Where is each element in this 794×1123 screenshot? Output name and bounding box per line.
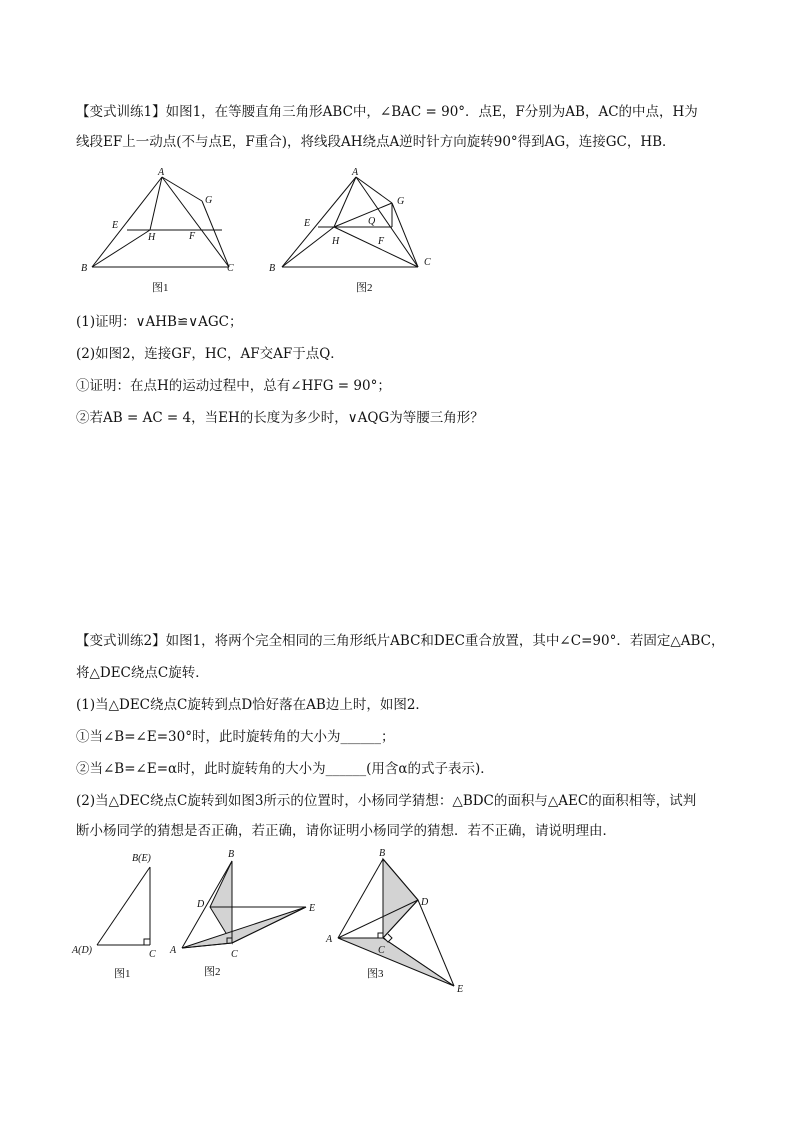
problem1-question1: (1)证明：∨AHB≌∨AGC；	[76, 314, 243, 330]
p2f3-label-a: A	[326, 934, 333, 945]
p1f1-label-e: E	[112, 220, 119, 231]
problem1-question2: (2)如图2，连接GF，HC，AF交AF于点Q．	[76, 346, 344, 362]
p2f3-label-c: C	[378, 945, 385, 956]
p1f2-label-q: Q	[368, 216, 376, 227]
p1f1-label-b: B	[81, 263, 88, 274]
problem1-line1: 【变式训练1】如图1，在等腰直角三角形ABC中，∠BAC = 90°．点E，F分别为AB，AC的中点，H为	[76, 104, 698, 120]
p2f3-caption: 图3	[367, 968, 384, 980]
p1f2-label-b: B	[269, 263, 276, 274]
p3f3-shaded-triangle-bdc	[383, 859, 418, 938]
problem2-figure1	[64, 845, 174, 985]
p1f2-label-a: A	[352, 167, 359, 178]
p1f2-segment-hc	[334, 227, 418, 267]
p2f2-shaded-triangle-bdc	[210, 861, 232, 943]
p1f2-label-c: C	[424, 257, 431, 268]
p1f1-label-c: C	[227, 263, 234, 274]
p1f2-segment-hb	[282, 227, 334, 267]
p2f2-label-a: A	[170, 945, 177, 956]
p2f2-segment-ec	[232, 907, 306, 943]
p1f2-label-f: F	[378, 236, 385, 247]
p2f3-segment-ce	[383, 938, 454, 986]
problem2-figure2	[164, 845, 334, 985]
p1f2-caption: 图2	[356, 282, 373, 294]
p1f1-label-g: G	[205, 195, 213, 206]
problem1-figure1	[72, 165, 252, 300]
p1f1-segment-gc	[202, 201, 229, 267]
problem1-question2a: ①证明：在点H的运动过程中，总有∠HFG = 90°；	[76, 378, 391, 394]
p2f2-label-e: E	[309, 903, 316, 914]
p2f2-shaded-triangle-aec	[182, 907, 306, 948]
p2f1-right-angle-mark	[144, 939, 150, 945]
problem2-question1: (1)当△DEC绕点C旋转到点D恰好落在AB边上时，如图2．	[76, 697, 429, 713]
p2f3-segment-ad	[338, 900, 418, 938]
p2f3-label-b: B	[379, 848, 386, 859]
p2f1-label-c: C	[149, 949, 156, 960]
p1f1-segment-ac	[162, 177, 229, 267]
p2f2-caption: 图2	[204, 966, 221, 978]
problem2-question1b: ②当∠B=∠E=α时，此时旋转角的大小为______(用含α的式子表示)．	[76, 761, 494, 777]
p1f2-segment-ag	[356, 177, 392, 203]
p2f2-label-d: D	[197, 899, 205, 910]
p2f3-segment-ab	[338, 859, 383, 938]
p2f1-label-be: B(E)	[132, 853, 151, 864]
p1f1-label-f: F	[189, 231, 196, 242]
p2f2-label-b: B	[228, 849, 235, 860]
p1f1-label-a: A	[158, 167, 165, 178]
p1f1-label-h: H	[148, 232, 156, 243]
problem1-figure2	[262, 165, 442, 300]
p2f3-right-angle-mark-c	[378, 933, 383, 938]
p2f1-caption: 图1	[114, 968, 131, 980]
problem2-question2-line2: 断小杨同学的猜想是否正确，若正确，请你证明小杨同学的猜想．若不正确，请说明理由．	[76, 823, 616, 839]
problem2-line1: 【变式训练2】如图1，将两个完全相同的三角形纸片ABC和DEC重合放置，其中∠C=90°．若固定△ABC，	[76, 633, 725, 649]
p1f2-label-g: G	[397, 196, 405, 207]
p2f3-label-d: D	[421, 897, 429, 908]
problem1-line2: 线段EF上一动点(不与点E，F重合)，将线段AH绕点A逆时针方向旋转90°得到AG，连接GC，HB．	[76, 134, 676, 150]
p2f1-segment-ab	[97, 867, 150, 945]
problem1-question2b: ②若AB = AC = 4，当EH的长度为多少时，∨AQG为等腰三角形？	[76, 410, 484, 426]
p2f2-label-c: C	[231, 949, 238, 960]
p1f2-segment-ac	[356, 177, 418, 267]
p1f1-caption: 图1	[152, 282, 169, 294]
p1f1-segment-hb	[92, 230, 150, 267]
p1f2-label-h: H	[332, 236, 340, 247]
problem2-line2: 将△DEC绕点C旋转．	[76, 665, 209, 681]
problem2-figure3	[320, 845, 480, 1000]
p2f1-label-ad: A(D)	[72, 945, 92, 956]
problem2-question2-line1: (2)当△DEC绕点C旋转到如图3所示的位置时，小杨同学猜想：△BDC的面积与△AEC的面积相等，试判	[76, 793, 697, 809]
p1f2-label-e: E	[304, 218, 311, 229]
problem2-question1a: ①当∠B=∠E=30°时，此时旋转角的大小为______；	[76, 729, 395, 745]
p1f1-segment-ag	[162, 177, 202, 201]
p2f3-label-e: E	[457, 984, 464, 995]
